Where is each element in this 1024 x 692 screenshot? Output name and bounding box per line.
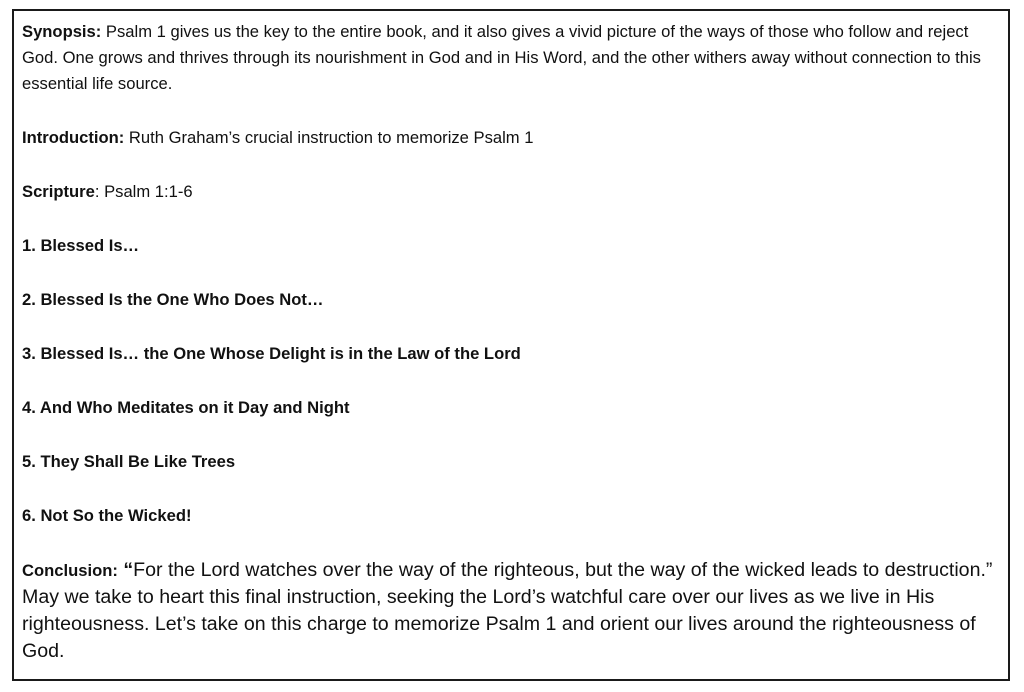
point-heading-3: 3. Blessed Is… the One Whose Delight is in the Law of the Lord xyxy=(22,344,521,363)
introduction-text: Ruth Graham’s crucial instruction to memorize Psalm 1 xyxy=(124,128,534,147)
scripture-paragraph xyxy=(22,179,999,205)
point-heading-6: 6. Not So the Wicked! xyxy=(22,506,192,525)
conclusion-text: For the Lord watches over the way of the righteous, but the way of the wicked leads to destruction.” May we take to heart this final instruction, seeking the Lord’s watchful care over our lives as we live in His righteousness. Let’s take on this charge to memorize Psalm 1 and orient our lives around the righteousness of God. xyxy=(22,559,993,662)
point-heading-1: 1. Blessed Is… xyxy=(22,236,140,255)
conclusion-label: Conclusion: xyxy=(22,561,118,580)
point-heading-2: 2. Blessed Is the One Who Does Not… xyxy=(22,290,324,309)
synopsis-text: Psalm 1 gives us the key to the entire book, and it also gives a vivid picture of the ways of those who follow and reject God. One grows and thrives through its nourishment in God and in His Word, and the other withers away without connection to this essential life source. xyxy=(22,22,981,93)
scripture-text: : Psalm 1:1-6 xyxy=(94,182,193,201)
scripture-label: Scripture xyxy=(22,182,95,201)
synopsis-paragraph xyxy=(22,19,999,97)
conclusion-quote-mark: “ xyxy=(117,559,134,581)
conclusion-paragraph xyxy=(22,557,999,665)
synopsis-label: Synopsis: xyxy=(22,22,102,41)
point-heading-5: 5. They Shall Be Like Trees xyxy=(22,452,236,471)
sermon-outline-box xyxy=(12,9,1010,681)
introduction-paragraph xyxy=(22,125,999,151)
point-heading-4: 4. And Who Meditates on it Day and Night xyxy=(22,398,350,417)
introduction-label: Introduction: xyxy=(22,128,125,147)
